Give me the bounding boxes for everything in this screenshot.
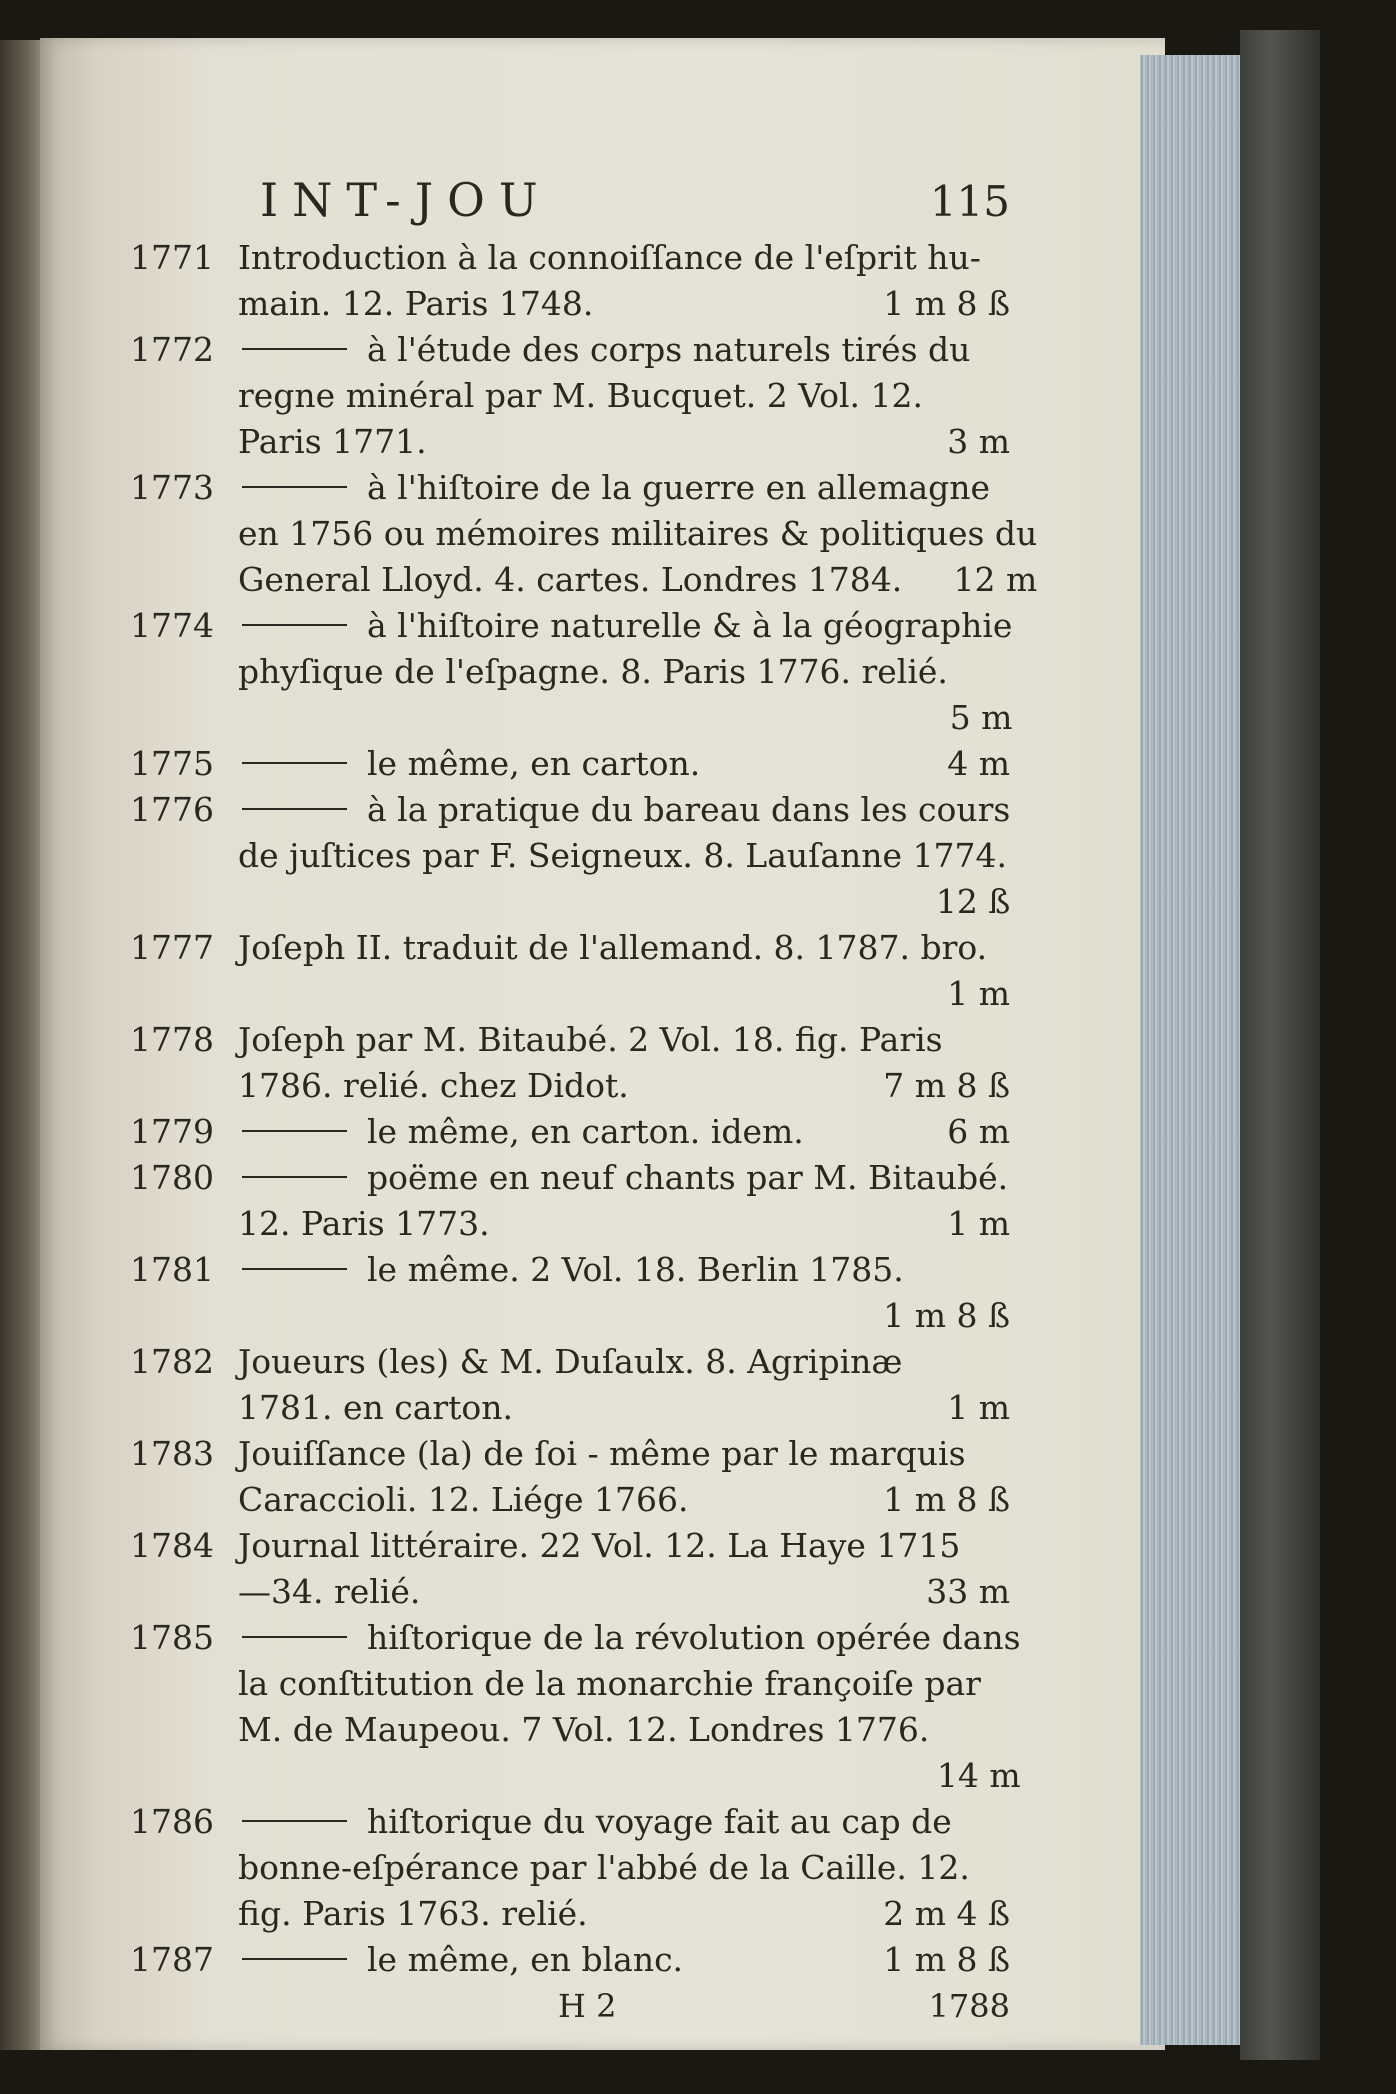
entry-body	[238, 1615, 1021, 1799]
entry-line	[238, 787, 1010, 833]
entry-line-left	[238, 557, 902, 603]
entry-body	[238, 327, 1010, 465]
entry-number: 1785	[130, 1618, 214, 1657]
catalogue-entry	[130, 1247, 1010, 1339]
entry-line	[238, 1063, 1010, 1109]
entry-price: 1 m	[947, 1388, 1010, 1427]
entry-line	[238, 465, 1037, 511]
entry-number: 1773	[130, 468, 214, 507]
entry-line-left	[238, 1063, 629, 1109]
entry-line-left	[238, 419, 427, 465]
entry-body	[238, 235, 1010, 327]
entry-line-left	[238, 649, 948, 695]
entry-body	[238, 1109, 1010, 1155]
entry-text: à l'hiſtoire naturelle & à la géographie	[367, 606, 1013, 645]
page-text	[130, 165, 1038, 2037]
entry-number: 1774	[130, 606, 214, 645]
entry-line-left	[238, 925, 987, 971]
entry-price: 2 m 4 ß	[883, 1894, 1010, 1933]
entry-line-left	[238, 511, 1037, 557]
entry-line-left	[238, 465, 990, 511]
catalogue-entry	[130, 327, 1010, 465]
entry-text: le même. 2 Vol. 18. Berlin 1785.	[367, 1250, 904, 1289]
entry-body	[238, 741, 1010, 787]
entry-text: General Lloyd. 4. cartes. Londres 1784.	[238, 560, 903, 599]
entry-line	[238, 1339, 1010, 1385]
entry-text: le même, en blanc.	[367, 1940, 684, 1979]
entry-text: de juſtices par F. Seigneux. 8. Lauſanne 1774.	[238, 836, 1008, 875]
entry-line-left	[238, 1155, 1008, 1201]
entry-line	[238, 1937, 1010, 1983]
entry-number: 1786	[130, 1802, 214, 1841]
entry-line	[238, 1845, 1010, 1891]
entry-line-left	[238, 833, 1007, 879]
ditto-dash	[242, 1268, 347, 1270]
entry-body	[238, 465, 1037, 603]
page-edges	[1140, 55, 1240, 2045]
entry-price: 1 m	[947, 974, 1010, 1013]
entry-text: à l'étude des corps naturels tirés du	[367, 330, 971, 369]
entry-line	[238, 741, 1010, 787]
entry-line	[238, 1247, 1010, 1293]
entry-price: 14 m	[936, 1756, 1021, 1795]
entry-price: 1 m	[947, 1204, 1010, 1243]
catalogue-entry	[130, 787, 1010, 925]
ditto-dash	[242, 348, 347, 350]
entry-line-left	[238, 1109, 804, 1155]
ditto-dash	[242, 1820, 347, 1822]
running-head	[130, 165, 1010, 235]
entry-text: 1781. en carton.	[238, 1388, 514, 1427]
entry-line-left	[238, 1017, 943, 1063]
entry-price: 6 m	[947, 1112, 1010, 1151]
entry-line	[238, 833, 1010, 879]
entry-body	[238, 1937, 1010, 1983]
entry-text: —34. relié.	[238, 1572, 421, 1611]
entry-line	[238, 1477, 1010, 1523]
entry-line	[238, 695, 1012, 741]
entry-line-left	[238, 787, 1010, 833]
entry-line-left	[238, 1569, 420, 1615]
entry-line-left	[238, 281, 593, 327]
entry-body	[238, 1247, 1010, 1339]
entry-number: 1782	[130, 1342, 214, 1381]
ditto-dash	[242, 762, 347, 764]
entry-text: hiſtorique de la révolution opérée dans	[367, 1618, 1021, 1657]
entry-text: la conſtitution de la monarchie françoiſe par	[238, 1664, 981, 1703]
entry-text: fig. Paris 1763. relié.	[238, 1894, 588, 1933]
entry-price: 3 m	[947, 422, 1010, 461]
entry-text: bonne-eſpérance par l'abbé de la Caille. 12.	[238, 1848, 970, 1887]
ditto-dash	[242, 624, 347, 626]
entry-body	[238, 603, 1012, 741]
ditto-dash	[242, 486, 347, 488]
right-book-cover	[1240, 30, 1320, 2060]
entry-line	[238, 1661, 1021, 1707]
entry-number: 1778	[130, 1020, 214, 1059]
entry-line	[238, 1615, 1021, 1661]
catalogue-entry	[130, 1339, 1010, 1431]
entry-line-left	[238, 1247, 904, 1293]
entry-number: 1784	[130, 1526, 214, 1565]
entry-body	[238, 1431, 1010, 1523]
entry-text: le même, en carton. idem.	[367, 1112, 804, 1151]
entry-price: 1 m 8 ß	[883, 1480, 1010, 1519]
catalogue-entry	[130, 1523, 1010, 1615]
entry-number: 1772	[130, 330, 214, 369]
entry-line	[238, 1431, 1010, 1477]
catchword: 1788	[928, 1987, 1010, 2025]
ditto-dash	[242, 1636, 347, 1638]
entry-line-left	[238, 1707, 929, 1753]
entry-text: hiſtorique du voyage fait au cap de	[367, 1802, 952, 1841]
catalogue-entry	[130, 603, 1013, 741]
entry-text: Joſeph II. traduit de l'allemand. 8. 1787. bro.	[238, 928, 988, 967]
entry-line	[238, 1385, 1010, 1431]
catalogue-entry	[130, 741, 1010, 787]
entry-price: 1 m 8 ß	[883, 1296, 1010, 1335]
entry-line-left	[238, 1385, 513, 1431]
entry-number: 1783	[130, 1434, 214, 1473]
entry-price: 4 m	[947, 744, 1010, 783]
running-head-title: INT-JOU	[260, 173, 552, 227]
catalogue-entry	[130, 925, 1010, 1017]
entry-line-left	[238, 235, 981, 281]
entry-text: 12. Paris 1773.	[238, 1204, 490, 1243]
ditto-dash	[242, 808, 347, 810]
ditto-dash	[242, 1176, 347, 1178]
entry-line	[238, 603, 1012, 649]
entry-line-left	[238, 1615, 1021, 1661]
entry-text: phyſique de l'eſpagne. 8. Paris 1776. relié.	[238, 652, 948, 691]
entry-text: poëme en neuf chants par M. Bitaubé.	[367, 1158, 1009, 1197]
entry-number: 1780	[130, 1158, 214, 1197]
entry-price: 12 m	[953, 560, 1038, 599]
entry-body	[238, 1155, 1010, 1247]
entry-line-left	[238, 1661, 981, 1707]
entry-line-left	[238, 1937, 683, 1983]
entry-line	[238, 1753, 1021, 1799]
entry-number: 1777	[130, 928, 214, 967]
entry-line	[238, 1707, 1021, 1753]
entry-text: Introduction à la connoiſſance de l'eſprit hu-	[238, 238, 981, 277]
entry-line	[238, 235, 1010, 281]
entry-price: 7 m 8 ß	[883, 1066, 1010, 1105]
catalogue-entry	[130, 465, 1038, 603]
entry-price: 1 m 8 ß	[883, 284, 1010, 323]
catalogue-entries	[130, 235, 1038, 1983]
entry-line	[238, 419, 1010, 465]
entry-price: 1 m 8 ß	[883, 1940, 1010, 1979]
entry-number: 1787	[130, 1940, 214, 1979]
entry-number: 1779	[130, 1112, 214, 1151]
entry-line-left	[238, 1799, 952, 1845]
entry-text: en 1756 ou mémoires militaires & politiques du	[238, 514, 1038, 553]
entry-line	[238, 1109, 1010, 1155]
entry-text: à l'hiſtoire de la guerre en allemagne	[367, 468, 991, 507]
entry-text: regne minéral par M. Bucquet. 2 Vol. 12.	[238, 376, 923, 415]
entry-line-left	[238, 1845, 970, 1891]
entry-text: Caraccioli. 12. Liége 1766.	[238, 1480, 689, 1519]
entry-text: M. de Maupeou. 7 Vol. 12. Londres 1776.	[238, 1710, 930, 1749]
entry-body	[238, 787, 1010, 925]
catalogue-entry	[130, 1155, 1010, 1247]
entry-text: Jouiſſance (la) de ſoi - même par le marquis	[238, 1434, 966, 1473]
entry-text: le même, en carton.	[367, 744, 701, 783]
entry-line	[238, 1523, 1010, 1569]
entry-price: 12 ß	[935, 882, 1011, 921]
catalogue-entry	[130, 1937, 1010, 1983]
entry-line	[238, 511, 1037, 557]
entry-text: 1786. relié. chez Didot.	[238, 1066, 629, 1105]
entry-line	[238, 373, 1010, 419]
entry-line	[238, 1155, 1010, 1201]
entry-number: 1776	[130, 790, 214, 829]
catalogue-entry	[130, 1017, 1010, 1109]
entry-text: Journal littéraire. 22 Vol. 12. La Haye 1715	[238, 1526, 961, 1565]
entry-body	[238, 1339, 1010, 1431]
entry-line	[238, 281, 1010, 327]
entry-line	[238, 557, 1037, 603]
entry-line-left	[238, 741, 700, 787]
entry-text: à la pratique du bareau dans les cours	[367, 790, 1011, 829]
catalogue-entry	[130, 1109, 1010, 1155]
entry-text: Paris 1771.	[238, 422, 427, 461]
entry-line-left	[238, 327, 970, 373]
entry-number: 1771	[130, 238, 214, 277]
entry-line	[238, 879, 1010, 925]
entry-line	[238, 649, 1012, 695]
entry-line-left	[238, 1431, 966, 1477]
entry-body	[238, 925, 1010, 1017]
entry-body	[238, 1799, 1010, 1937]
entry-number: 1775	[130, 744, 214, 783]
entry-line-left	[238, 1523, 960, 1569]
entry-line-left	[238, 1339, 902, 1385]
entry-line-left	[238, 1201, 490, 1247]
entry-line	[238, 971, 1010, 1017]
left-book-cover	[0, 40, 40, 2050]
entry-line	[238, 1017, 1010, 1063]
page-number: 115	[929, 177, 1010, 226]
entry-price: 33 m	[926, 1572, 1010, 1611]
entry-line-left	[238, 1477, 688, 1523]
entry-line	[238, 327, 1010, 373]
entry-text: Joſeph par M. Bitaubé. 2 Vol. 18. fig. Paris	[238, 1020, 943, 1059]
entry-line-left	[238, 1891, 588, 1937]
ditto-dash	[242, 1958, 347, 1960]
catalogue-entry	[130, 1799, 1010, 1937]
entry-price: 5 m	[949, 698, 1013, 737]
signature-mark: H 2	[558, 1987, 617, 2025]
ditto-dash	[242, 1130, 347, 1132]
entry-line	[238, 1799, 1010, 1845]
catalogue-entry	[130, 235, 1010, 327]
entry-text: Joueurs (les) & M. Duſaulx. 8. Agripinæ	[238, 1342, 903, 1381]
page-footer	[130, 1987, 1010, 2037]
entry-text: main. 12. Paris 1748.	[238, 284, 594, 323]
entry-line	[238, 925, 1010, 971]
entry-line	[238, 1201, 1010, 1247]
entry-line	[238, 1569, 1010, 1615]
entry-line	[238, 1293, 1010, 1339]
entry-number: 1781	[130, 1250, 214, 1289]
entry-line-left	[238, 373, 923, 419]
entry-body	[238, 1017, 1010, 1109]
catalogue-entry	[130, 1431, 1010, 1523]
entry-line	[238, 1891, 1010, 1937]
entry-body	[238, 1523, 1010, 1615]
catalogue-entry	[130, 1615, 1021, 1799]
entry-line-left	[238, 603, 1012, 649]
